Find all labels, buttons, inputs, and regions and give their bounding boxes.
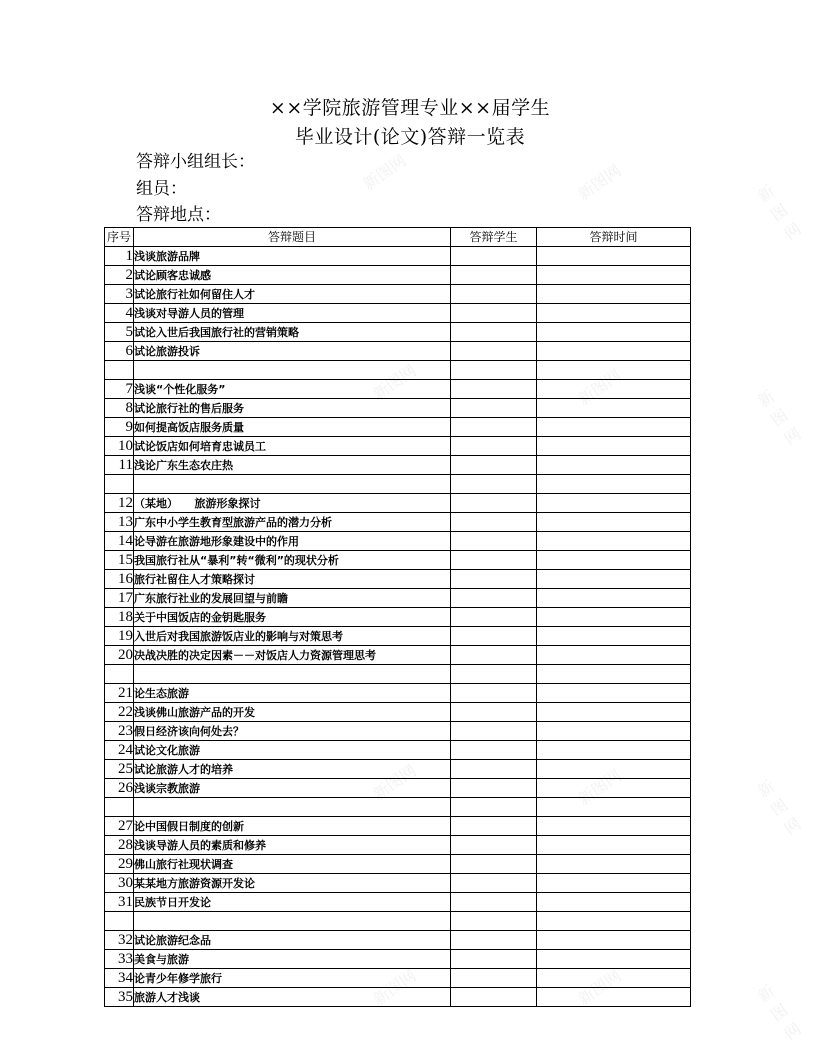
table-row [105,494,691,513]
row-topic: 广东旅行社业的发展回望与前瞻 [134,589,451,608]
row-topic: 民族节日开发论 [134,893,451,912]
row-number: 4 [105,304,134,323]
row-time-cell[interactable] [537,532,691,551]
row-student-cell[interactable] [451,665,537,684]
table-row [105,912,691,931]
row-topic: 浅谈导游人员的素质和修养 [134,836,451,855]
watermark-text: 新图网 [574,965,625,1009]
row-topic: 广东中小学生教育型旅游产品的潜力分析 [134,513,451,532]
table-row [105,950,691,969]
watermark-text: 新图网 [754,181,805,244]
row-number: 10 [105,437,134,456]
row-student-cell[interactable] [451,969,537,988]
watermark-text: 新图网 [369,965,420,1009]
table-row [105,247,691,266]
row-time-cell[interactable] [537,798,691,817]
row-number: 5 [105,323,134,342]
row-number: 28 [105,836,134,855]
table-row [105,285,691,304]
row-number: 25 [105,760,134,779]
table-row [105,855,691,874]
row-number [105,912,134,931]
row-time-cell[interactable] [537,513,691,532]
table-row [105,760,691,779]
document-title-line1: ××学院旅游管理专业××届学生 [269,97,551,119]
table-row [105,836,691,855]
row-time-cell[interactable] [537,665,691,684]
row-topic [134,361,451,380]
row-number: 26 [105,779,134,798]
row-topic: 试论旅行社如何留住人才 [134,285,451,304]
row-topic [134,798,451,817]
row-number: 27 [105,817,134,836]
table-row [105,380,691,399]
row-time-cell[interactable] [537,722,691,741]
row-number: 7 [105,380,134,399]
row-student-cell[interactable] [451,513,537,532]
table-row [105,703,691,722]
row-time-cell[interactable] [537,247,691,266]
table-body [105,247,691,1007]
watermark-text: 新图网 [754,386,805,449]
row-topic: 浅谈“个性化服务” [134,380,451,399]
table-row [105,361,691,380]
row-time-cell[interactable] [537,418,691,437]
row-number: 30 [105,874,134,893]
row-time-cell[interactable] [537,342,691,361]
table-row [105,513,691,532]
watermark-text: 新图网 [359,150,410,194]
row-number: 11 [105,456,134,475]
row-student-cell[interactable] [451,627,537,646]
row-topic: 试论文化旅游 [134,741,451,760]
table-row [105,741,691,760]
watermark-text: 新图网 [574,765,625,809]
row-time-cell[interactable] [537,874,691,893]
row-student-cell[interactable] [451,836,537,855]
row-student-cell[interactable] [451,589,537,608]
row-time-cell[interactable] [537,266,691,285]
row-time-cell[interactable] [537,608,691,627]
row-topic: 试论旅游纪念品 [134,931,451,950]
row-number: 12 [105,494,134,513]
row-student-cell[interactable] [451,684,537,703]
row-time-cell[interactable] [537,456,691,475]
row-topic: 关于中国饭店的金钥匙服务 [134,608,451,627]
row-student-cell[interactable] [451,741,537,760]
row-student-cell[interactable] [451,532,537,551]
row-topic: 旅游人才浅谈 [134,988,451,1007]
row-topic [134,475,451,494]
row-number: 33 [105,950,134,969]
row-topic: 试论饭店如何培育忠诚员工 [134,437,451,456]
table-row [105,627,691,646]
watermark-text: 新图网 [754,981,805,1044]
table-row [105,418,691,437]
row-number: 24 [105,741,134,760]
row-topic: 某某地方旅游资源开发论 [134,874,451,893]
table-row [105,342,691,361]
row-time-cell[interactable] [537,760,691,779]
row-time-cell[interactable] [537,399,691,418]
leader-label: 答辩小组组长： [136,152,255,172]
row-number: 32 [105,931,134,950]
row-topic: 浅谈佛山旅游产品的开发 [134,703,451,722]
table-row [105,646,691,665]
row-topic: 浅谈宗教旅游 [134,779,451,798]
row-time-cell[interactable] [537,912,691,931]
row-student-cell[interactable] [451,779,537,798]
row-number: 21 [105,684,134,703]
row-topic: 试论顾客忠诚感 [134,266,451,285]
row-topic: 决战决胜的决定因素－－对饭店人力资源管理思考 [134,646,451,665]
members-label: 组员： [136,179,187,199]
table-row [105,456,691,475]
row-number: 8 [105,399,134,418]
row-student-cell[interactable] [451,893,537,912]
row-student-cell[interactable] [451,285,537,304]
column-header-time: 答辩时间 [537,228,691,247]
row-number: 14 [105,532,134,551]
table-row [105,608,691,627]
row-student-cell[interactable] [451,950,537,969]
row-number: 31 [105,893,134,912]
row-student-cell[interactable] [451,551,537,570]
row-number: 20 [105,646,134,665]
row-student-cell[interactable] [451,817,537,836]
row-student-cell[interactable] [451,798,537,817]
column-header-number: 序号 [105,228,134,247]
table-row [105,893,691,912]
row-number: 19 [105,627,134,646]
row-student-cell[interactable] [451,912,537,931]
row-topic: 旅行社留住人才策略探讨 [134,570,451,589]
row-time-cell[interactable] [537,570,691,589]
row-number: 6 [105,342,134,361]
table-header-row [105,228,691,247]
row-topic: 我国旅行社从“暴利”转“微利”的现状分析 [134,551,451,570]
watermark-text: 新图网 [369,360,420,404]
row-time-cell[interactable] [537,494,691,513]
row-time-cell[interactable] [537,285,691,304]
table-row [105,323,691,342]
row-topic [134,912,451,931]
row-time-cell[interactable] [537,684,691,703]
row-topic: 试论旅行社的售后服务 [134,399,451,418]
row-student-cell[interactable] [451,380,537,399]
row-number: 1 [105,247,134,266]
table-row [105,437,691,456]
row-number [105,361,134,380]
row-time-cell[interactable] [537,779,691,798]
row-number: 18 [105,608,134,627]
table-row [105,570,691,589]
row-topic: 美食与旅游 [134,950,451,969]
row-time-cell[interactable] [537,361,691,380]
row-student-cell[interactable] [451,266,537,285]
row-number: 15 [105,551,134,570]
row-time-cell[interactable] [537,836,691,855]
table-row [105,931,691,950]
row-student-cell[interactable] [451,646,537,665]
row-student-cell[interactable] [451,608,537,627]
row-student-cell[interactable] [451,304,537,323]
row-student-cell[interactable] [451,570,537,589]
row-topic: 假日经济该向何处去？ [134,722,451,741]
location-label: 答辩地点： [136,205,221,225]
row-student-cell[interactable] [451,988,537,1007]
watermark-text: 新图网 [369,760,420,804]
row-time-cell[interactable] [537,703,691,722]
row-topic: 试论旅游投诉 [134,342,451,361]
table-row [105,722,691,741]
row-time-cell[interactable] [537,741,691,760]
row-time-cell[interactable] [537,551,691,570]
row-topic: 论中国假日制度的创新 [134,817,451,836]
row-number: 29 [105,855,134,874]
row-time-cell[interactable] [537,589,691,608]
row-number: 16 [105,570,134,589]
table-row [105,304,691,323]
row-time-cell[interactable] [537,380,691,399]
column-header-topic: 答辩题目 [134,228,451,247]
row-topic: 论生态旅游 [134,684,451,703]
row-number: 17 [105,589,134,608]
row-student-cell[interactable] [451,703,537,722]
row-number [105,665,134,684]
row-topic: （某地） 旅游形象探讨 [134,494,451,513]
row-topic: 浅谈对导游人员的管理 [134,304,451,323]
row-topic: 试论入世后我国旅行社的营销策略 [134,323,451,342]
row-time-cell[interactable] [537,475,691,494]
row-student-cell[interactable] [451,247,537,266]
row-number: 35 [105,988,134,1007]
table-row [105,969,691,988]
row-time-cell[interactable] [537,931,691,950]
table-row [105,798,691,817]
row-topic [134,665,451,684]
row-time-cell[interactable] [537,817,691,836]
row-number [105,475,134,494]
table-row [105,475,691,494]
row-number: 13 [105,513,134,532]
row-time-cell[interactable] [537,988,691,1007]
row-topic: 论青少年修学旅行 [134,969,451,988]
watermark-text: 新图网 [754,776,805,839]
row-number: 22 [105,703,134,722]
row-student-cell[interactable] [451,931,537,950]
row-student-cell[interactable] [451,456,537,475]
table-row [105,399,691,418]
row-student-cell[interactable] [451,361,537,380]
row-student-cell[interactable] [451,418,537,437]
row-student-cell[interactable] [451,399,537,418]
row-student-cell[interactable] [451,342,537,361]
table-row [105,874,691,893]
table-row [105,551,691,570]
table-row [105,817,691,836]
table-row [105,684,691,703]
row-topic: 浅谈旅游品牌 [134,247,451,266]
row-student-cell[interactable] [451,475,537,494]
row-student-cell[interactable] [451,760,537,779]
table-row [105,779,691,798]
row-time-cell[interactable] [537,437,691,456]
row-time-cell[interactable] [537,304,691,323]
row-time-cell[interactable] [537,646,691,665]
row-student-cell[interactable] [451,323,537,342]
row-student-cell[interactable] [451,494,537,513]
row-time-cell[interactable] [537,950,691,969]
row-student-cell[interactable] [451,874,537,893]
table-row [105,589,691,608]
watermark-text: 新图网 [574,365,625,409]
row-number: 2 [105,266,134,285]
row-time-cell[interactable] [537,893,691,912]
document-title-line2: 毕业设计(论文)答辩一览表 [294,126,526,148]
row-topic: 入世后对我国旅游饭店业的影响与对策思考 [134,627,451,646]
table-row [105,665,691,684]
row-student-cell[interactable] [451,437,537,456]
row-number: 3 [105,285,134,304]
row-number: 34 [105,969,134,988]
watermark-text: 新图网 [574,160,625,204]
row-time-cell[interactable] [537,969,691,988]
row-time-cell[interactable] [537,323,691,342]
defense-schedule-table [104,227,691,1007]
row-number [105,798,134,817]
row-topic: 如何提高饭店服务质量 [134,418,451,437]
row-time-cell[interactable] [537,855,691,874]
row-topic: 论导游在旅游地形象建设中的作用 [134,532,451,551]
row-topic: 浅论广东生态农庄热 [134,456,451,475]
row-topic: 试论旅游人才的培养 [134,760,451,779]
row-student-cell[interactable] [451,855,537,874]
row-time-cell[interactable] [537,627,691,646]
table-row [105,988,691,1007]
column-header-student: 答辩学生 [451,228,537,247]
row-number: 23 [105,722,134,741]
row-number: 9 [105,418,134,437]
row-student-cell[interactable] [451,722,537,741]
row-topic: 佛山旅行社现状调查 [134,855,451,874]
table-row [105,532,691,551]
table-row [105,266,691,285]
